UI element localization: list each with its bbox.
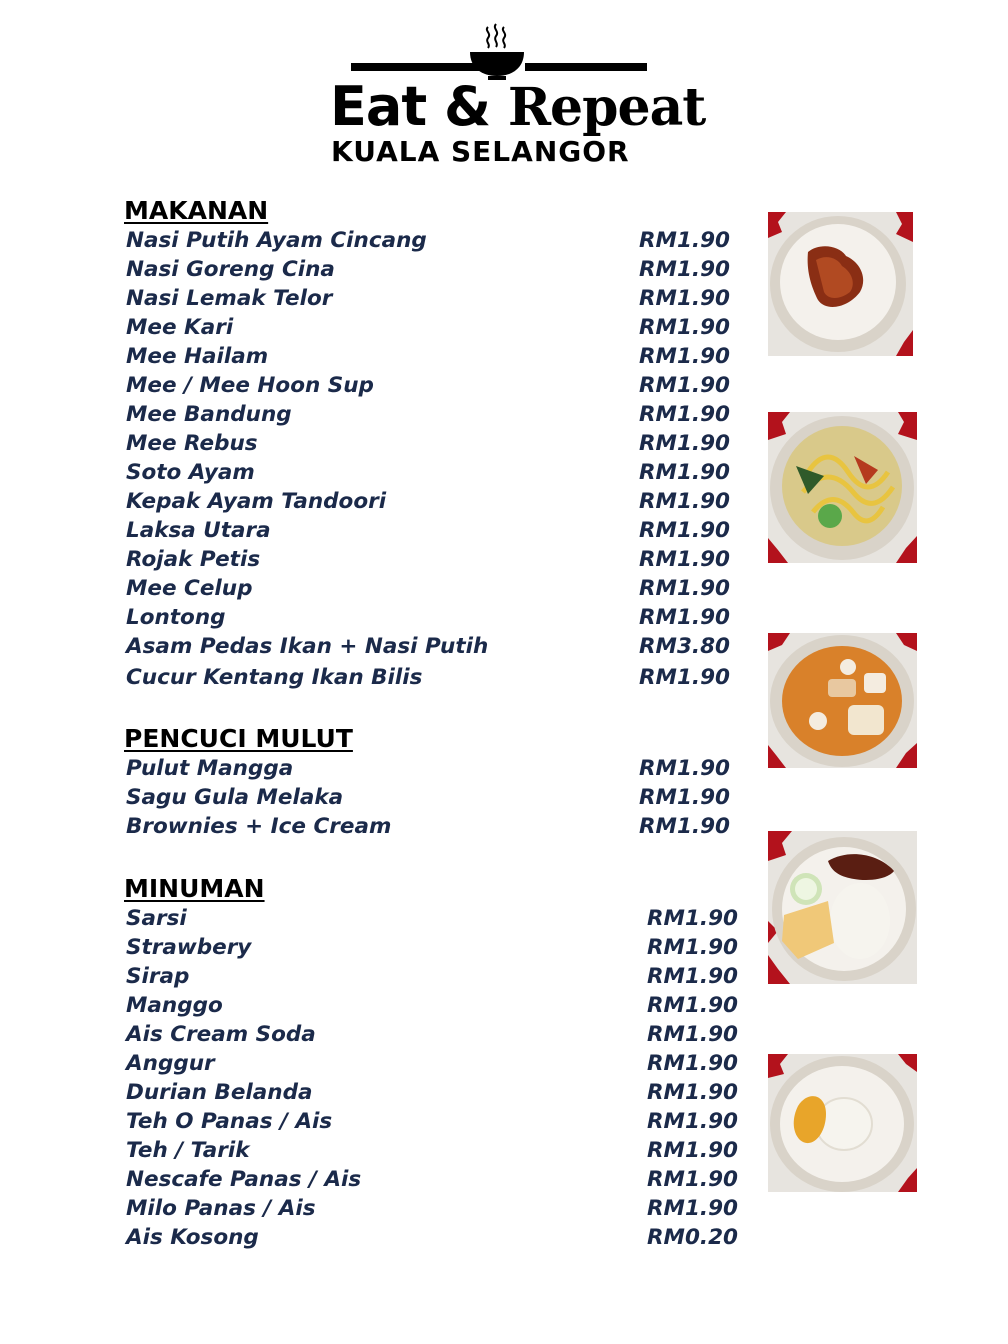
photo-nasi-lemak <box>768 831 917 984</box>
menu-item-price: RM1.90 <box>639 373 730 398</box>
menu-item-price: RM1.90 <box>647 1051 738 1076</box>
menu-item-price: RM1.90 <box>647 1080 738 1105</box>
minuman-item <box>124 962 738 991</box>
minuman-item <box>124 1020 738 1049</box>
restaurant-logo <box>320 22 706 172</box>
menu-item-name: Mee Rebus <box>126 431 258 456</box>
minuman-item <box>124 1078 738 1107</box>
section-makanan <box>124 196 730 692</box>
photo-chicken-wing <box>768 212 913 356</box>
menu-item-name: Soto Ayam <box>126 460 255 485</box>
menu-item-price: RM1.90 <box>639 431 730 456</box>
menu-item-price: RM1.90 <box>647 1196 738 1221</box>
makanan-list <box>124 226 730 692</box>
brand-name-plain: Eat & <box>330 75 508 138</box>
menu-item-price: RM1.90 <box>639 344 730 369</box>
makanan-item <box>124 284 730 313</box>
menu-item-price: RM3.80 <box>639 634 730 659</box>
minuman-item <box>124 1223 738 1252</box>
makanan-item <box>124 313 730 342</box>
menu-item-name: Nasi Lemak Telor <box>126 286 333 311</box>
menu-item-name: Brownies + Ice Cream <box>126 814 392 839</box>
minuman-item <box>124 1165 738 1194</box>
makanan-item <box>124 226 730 255</box>
section-title-minuman: MINUMAN <box>124 874 265 903</box>
menu-item-name: Sarsi <box>126 906 187 931</box>
minuman-item <box>124 1049 738 1078</box>
menu-item-price: RM1.90 <box>647 935 738 960</box>
brand-name <box>330 75 706 138</box>
menu-item-price: RM1.90 <box>639 286 730 311</box>
menu-item-price: RM1.90 <box>639 785 730 810</box>
menu-item-name: Teh / Tarik <box>126 1138 250 1163</box>
menu-item-name: Mee Kari <box>126 315 234 340</box>
pencuci-mulut-item <box>124 783 730 812</box>
minuman-item <box>124 904 738 933</box>
menu-item-name: Rojak Petis <box>126 547 261 572</box>
menu-item-price: RM1.90 <box>639 665 730 690</box>
makanan-item <box>124 545 730 574</box>
menu-item-price: RM1.90 <box>647 906 738 931</box>
menu-item-price: RM1.90 <box>639 460 730 485</box>
menu-item-price: RM1.90 <box>639 605 730 630</box>
menu-item-price: RM1.90 <box>647 1109 738 1134</box>
menu-item-price: RM1.90 <box>639 257 730 282</box>
menu-item-name: Laksa Utara <box>126 518 271 543</box>
brand-name-fancy: Repeat <box>507 77 706 138</box>
pencuci-mulut-item <box>124 754 730 783</box>
makanan-item <box>124 400 730 429</box>
menu-item-name: Pulut Mangga <box>126 756 294 781</box>
menu-item-name: Nasi Putih Ayam Cincang <box>126 228 427 253</box>
minuman-list <box>124 904 738 1252</box>
makanan-item <box>124 342 730 371</box>
menu-item-name: Sirap <box>126 964 190 989</box>
menu-item-price: RM1.90 <box>639 228 730 253</box>
menu-item-price: RM1.90 <box>639 489 730 514</box>
menu-item-price: RM1.90 <box>639 315 730 340</box>
makanan-item <box>124 574 730 603</box>
section-title-makanan: MAKANAN <box>124 196 269 225</box>
menu-item-price: RM1.90 <box>639 402 730 427</box>
menu-item-name: Nasi Goreng Cina <box>126 257 335 282</box>
makanan-item <box>124 458 730 487</box>
menu-item-name: Mee / Mee Hoon Sup <box>126 373 374 398</box>
menu-item-name: Asam Pedas Ikan + Nasi Putih <box>126 634 489 659</box>
menu-item-price: RM1.90 <box>647 964 738 989</box>
menu-item-price: RM1.90 <box>639 518 730 543</box>
section-pencuci-mulut <box>124 724 730 841</box>
section-minuman <box>124 874 738 1252</box>
steaming-bowl-icon <box>468 22 526 82</box>
pencuci-mulut-list <box>124 754 730 841</box>
menu-item-name: Ais Kosong <box>126 1225 259 1250</box>
menu-item-name: Anggur <box>126 1051 215 1076</box>
menu-item-price: RM1.90 <box>639 576 730 601</box>
menu-item-price: RM1.90 <box>647 1022 738 1047</box>
minuman-item <box>124 933 738 962</box>
minuman-item <box>124 1107 738 1136</box>
makanan-item <box>124 632 730 661</box>
menu-item-name: Durian Belanda <box>126 1080 313 1105</box>
makanan-item <box>124 371 730 400</box>
menu-item-price: RM1.90 <box>647 1138 738 1163</box>
makanan-item <box>124 487 730 516</box>
menu-item-name: Mee Bandung <box>126 402 292 427</box>
pencuci-mulut-item <box>124 812 730 841</box>
menu-item-price: RM1.90 <box>639 814 730 839</box>
menu-item-price: RM0.20 <box>647 1225 738 1250</box>
minuman-item <box>124 1136 738 1165</box>
menu-item-price: RM1.90 <box>639 547 730 572</box>
menu-item-name: Strawbery <box>126 935 252 960</box>
photo-pulut-mangga <box>768 1054 917 1192</box>
makanan-item <box>124 429 730 458</box>
logo-rule-right <box>525 63 647 71</box>
menu-item-name: Nescafe Panas / Ais <box>126 1167 362 1192</box>
makanan-item <box>124 603 730 632</box>
menu-item-price: RM1.90 <box>639 756 730 781</box>
menu-item-name: Milo Panas / Ais <box>126 1196 316 1221</box>
menu-item-name: Manggo <box>126 993 223 1018</box>
menu-item-name: Ais Cream Soda <box>126 1022 316 1047</box>
photo-noodle-soup <box>768 412 917 563</box>
menu-item-name: Mee Hailam <box>126 344 269 369</box>
minuman-item <box>124 1194 738 1223</box>
menu-item-name: Teh O Panas / Ais <box>126 1109 333 1134</box>
location-title: KUALA SELANGOR <box>331 135 630 168</box>
makanan-item <box>124 516 730 545</box>
section-title-pencuci-mulut: PENCUCI MULUT <box>124 724 353 753</box>
makanan-item <box>124 255 730 284</box>
menu-item-name: Mee Celup <box>126 576 253 601</box>
makanan-item <box>124 663 730 692</box>
menu-item-price: RM1.90 <box>647 1167 738 1192</box>
photo-asam-pedas <box>768 633 917 768</box>
menu-item-price: RM1.90 <box>647 993 738 1018</box>
menu-item-name: Kepak Ayam Tandoori <box>126 489 387 514</box>
menu-item-name: Cucur Kentang Ikan Bilis <box>126 665 423 690</box>
menu-item-name: Sagu Gula Melaka <box>126 785 344 810</box>
minuman-item <box>124 991 738 1020</box>
menu-item-name: Lontong <box>126 605 226 630</box>
